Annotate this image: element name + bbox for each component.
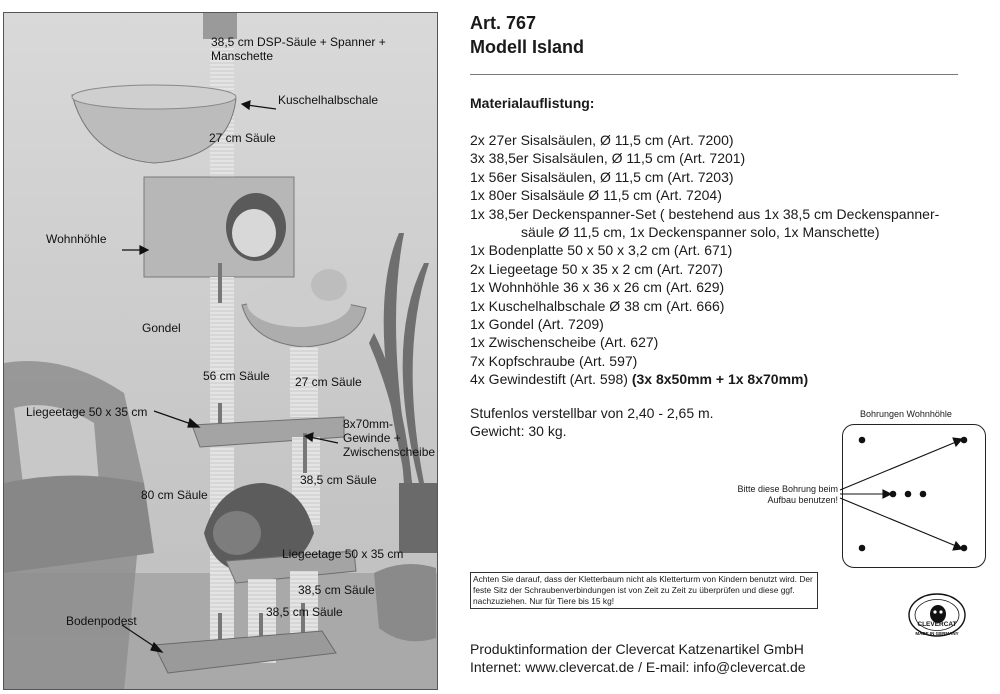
- label-thread: 8x70mm- Gewinde + Zwischenscheibe: [343, 417, 436, 459]
- label-top-pole: 38,5 cm DSP-Säule + Spanner + Manschette: [211, 35, 386, 63]
- height-spec: Stufenlos verstellbar von 2,40 - 2,65 m.: [470, 405, 714, 421]
- divider: [470, 74, 958, 75]
- label-pole-38-mid: 38,5 cm Säule: [300, 473, 377, 487]
- list-item: 1x Kuschelhalbschale Ø 38 cm (Art. 666): [470, 297, 725, 314]
- list-item-text: 4x Gewindestift (Art. 598): [470, 371, 628, 388]
- list-item: 1x Zwischenscheibe (Art. 627): [470, 334, 659, 351]
- product-photo: [3, 12, 438, 690]
- label-platform-upper: Liegeetage 50 x 35 cm: [26, 405, 148, 419]
- seal-tagline: MADE IN GERMANY: [915, 631, 959, 636]
- list-item: 3x 38,5er Sisalsäulen, Ø 11,5 cm (Art. 7201): [470, 150, 746, 167]
- list-item: 1x Wohnhöhle 36 x 36 x 26 cm (Art. 629): [470, 279, 725, 296]
- footer-contact: Internet: www.clevercat.de / E-mail: info@clevercat.de: [470, 659, 806, 675]
- label-gondola: Gondel: [142, 321, 181, 335]
- bore-hint: Bitte diese Bohrung beim Aufbau benutzen!: [737, 484, 838, 505]
- plant-pot: [399, 483, 438, 553]
- list-item: 2x 27er Sisalsäulen, Ø 11,5 cm (Art. 7200): [470, 132, 734, 148]
- label-pole-38-low1: 38,5 cm Säule: [298, 583, 375, 597]
- list-item: 7x Kopfschraube (Art. 597): [470, 352, 638, 369]
- materials-heading: Materialauflistung:: [470, 95, 595, 111]
- article-number: Art. 767: [470, 13, 537, 33]
- bore-arrows: [840, 438, 962, 550]
- label-base: Bodenpodest: [66, 614, 137, 628]
- list-item: 1x 38,5er Deckenspanner-Set ( bestehend aus 1x 38,5 cm Deckenspanner-: [470, 205, 940, 222]
- footer-company: Produktinformation der Clevercat Katzenartikel GmbH: [470, 641, 804, 657]
- list-item: 1x 56er Sisalsäulen, Ø 11,5 cm (Art. 7203): [470, 168, 734, 185]
- label-cuddle-bowl: Kuschelhalbschale: [278, 93, 379, 107]
- label-pole-38-low2: 38,5 cm Säule: [266, 605, 343, 619]
- cat-in-cave: [232, 209, 276, 257]
- list-item: [470, 370, 990, 388]
- list-item: 1x Bodenplatte 50 x 50 x 3,2 cm (Art. 671): [470, 242, 733, 259]
- seal-brand: CLEVERCAT: [917, 621, 957, 628]
- list-item: 1x Gondel (Art. 7209): [470, 316, 604, 333]
- label-platform-lower: Liegeetage 50 x 35 cm: [282, 547, 404, 561]
- materials-list: [470, 131, 990, 389]
- label-pole-80: 80 cm Säule: [141, 488, 208, 502]
- model-name: Modell Island: [470, 37, 585, 57]
- bore-diagram-title: Bohrungen Wohnhöhle: [860, 409, 952, 419]
- list-item: 1x 80er Sisalsäule Ø 11,5 cm (Art. 7204): [470, 187, 722, 204]
- weight-spec: Gewicht: 30 kg.: [470, 423, 567, 439]
- basket: [374, 564, 436, 641]
- safety-notice: Achten Sie darauf, dass der Kletterbaum nicht als Kletterturm von Kindern benutzt wird. Der feste Sitz der Schraubenverbindungen ist von Zeit zu Zeit zu überprüfen und diese ggf. nachzuziehen. Nur für Tiere bis 15 kg!: [470, 572, 818, 609]
- list-item: säule Ø 11,5 cm, 1x Deckenspanner solo, 1x Manschette): [521, 224, 880, 241]
- list-item: 2x Liegeetage 50 x 35 x 2 cm (Art. 7207): [470, 260, 723, 277]
- label-cave: Wohnhöhle: [46, 232, 107, 246]
- label-pole-27-mid: 27 cm Säule: [295, 375, 362, 389]
- clevercat-seal: [907, 590, 967, 640]
- label-pole-27-top: 27 cm Säule: [209, 131, 276, 145]
- list-item-bold: (3x 8x50mm + 1x 8x70mm): [631, 371, 809, 388]
- label-pole-56: 56 cm Säule: [203, 369, 270, 383]
